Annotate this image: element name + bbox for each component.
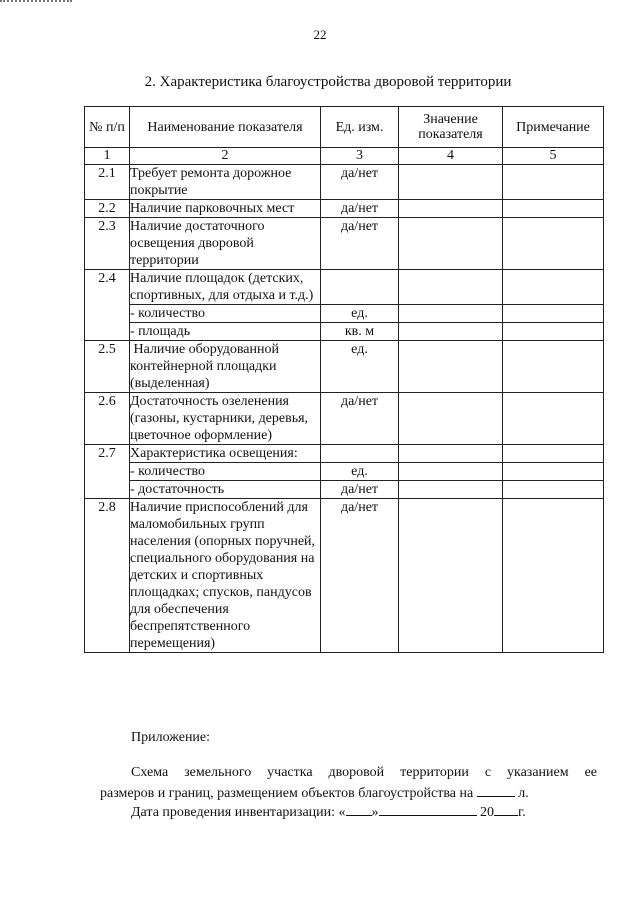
table-subrow: [85, 305, 604, 323]
table-header-row: [85, 107, 604, 148]
row-number: 2.4: [85, 270, 130, 341]
row-value-cell[interactable]: [399, 341, 503, 393]
row-indicator-name: Наличие оборудованной контейнерной площадки (выделенная): [130, 341, 321, 393]
row-unit: [321, 270, 399, 305]
row-value-cell[interactable]: [399, 200, 503, 218]
column-number: 1: [85, 148, 130, 165]
row-number: 2.8: [85, 499, 130, 653]
inventory-date-label: Дата проведения инвентаризации: «: [131, 805, 346, 820]
row-unit: кв. м: [321, 323, 399, 341]
row-unit: да/нет: [321, 499, 399, 653]
column-number: 2: [130, 148, 321, 165]
row-value-cell[interactable]: [399, 218, 503, 270]
row-note-cell[interactable]: [503, 499, 604, 653]
table-row: [85, 499, 604, 653]
row-value-cell[interactable]: [399, 445, 503, 463]
row-unit: [321, 445, 399, 463]
row-number: 2.2: [85, 200, 130, 218]
inventory-quote-close: »: [371, 805, 379, 820]
row-note-cell[interactable]: [503, 200, 604, 218]
row-indicator-name: Требует ремонта дорожное покрытие: [130, 165, 321, 200]
table-row: [85, 393, 604, 445]
inventory-year-prefix: 20: [480, 805, 495, 820]
row-indicator-name: Характеристика освещения:: [130, 445, 321, 463]
column-number: 3: [321, 148, 399, 165]
row-note-cell[interactable]: [503, 305, 604, 323]
scheme-text-suffix: л.: [518, 786, 529, 801]
row-value-cell[interactable]: [399, 270, 503, 305]
row-number: 2.7: [85, 445, 130, 499]
table-row: [85, 165, 604, 200]
header-number: № п/п: [85, 107, 130, 148]
inventory-year-suffix: г.: [518, 805, 526, 820]
row-value-cell[interactable]: [399, 463, 503, 481]
row-note-cell[interactable]: [503, 393, 604, 445]
row-unit: ед.: [321, 305, 399, 323]
row-note-cell[interactable]: [503, 445, 604, 463]
characteristics-table: [84, 106, 604, 653]
table-subrow: [85, 323, 604, 341]
row-note-cell[interactable]: [503, 270, 604, 305]
row-indicator-name: - достаточность: [130, 481, 321, 499]
row-note-cell[interactable]: [503, 165, 604, 200]
header-value: Значение показателя: [399, 107, 503, 148]
row-unit: да/нет: [321, 200, 399, 218]
scheme-text-line-2: [100, 783, 600, 802]
column-number: 5: [503, 148, 604, 165]
header-unit: Ед. изм.: [321, 107, 399, 148]
row-note-cell[interactable]: [503, 323, 604, 341]
section-title: 2. Характеристика благоустройства дворовой территории: [144, 74, 512, 90]
inventory-month-field[interactable]: [379, 802, 477, 816]
row-note-cell[interactable]: [503, 481, 604, 499]
header-note: Примечание: [503, 107, 604, 148]
row-number: 2.3: [85, 218, 130, 270]
appendix-label: Приложение:: [131, 730, 211, 745]
row-unit: да/нет: [321, 481, 399, 499]
row-value-cell[interactable]: [399, 393, 503, 445]
table-subrow: [85, 481, 604, 499]
row-indicator-name: Наличие достаточного освещения дворовой территории: [130, 218, 321, 270]
row-note-cell[interactable]: [503, 463, 604, 481]
row-unit: да/нет: [321, 165, 399, 200]
row-number: 2.1: [85, 165, 130, 200]
table-subrow: [85, 463, 604, 481]
header-indicator-name: Наименование показателя: [130, 107, 321, 148]
row-value-cell[interactable]: [399, 305, 503, 323]
row-indicator-name: - количество: [130, 305, 321, 323]
row-indicator-name: Наличие площадок (детских, спортивных, для отдыха и т.д.): [130, 270, 321, 305]
row-indicator-name: - площадь: [130, 323, 321, 341]
row-indicator-name: Наличие приспособлений для маломобильных групп населения (опорных поручней, специального оборудования на детских и спортивных площадках; спусков, пандусов для обеспечения беспрепятственного перемещения): [130, 499, 321, 653]
row-value-cell[interactable]: [399, 165, 503, 200]
row-unit: да/нет: [321, 218, 399, 270]
inventory-day-field[interactable]: [346, 802, 372, 816]
table-row: [85, 270, 604, 305]
row-value-cell[interactable]: [399, 499, 503, 653]
column-number: 4: [399, 148, 503, 165]
inventory-date-line: [131, 802, 631, 821]
row-unit: ед.: [321, 341, 399, 393]
inventory-year-field[interactable]: [494, 802, 518, 816]
row-indicator-name: Достаточность озеленения (газоны, кустарники, деревья, цветочное оформление): [130, 393, 321, 445]
table-row: [85, 218, 604, 270]
row-unit: ед.: [321, 463, 399, 481]
sheet-count-field[interactable]: [477, 783, 515, 797]
row-note-cell[interactable]: [503, 218, 604, 270]
scan-edge-mark: [0, 0, 72, 7]
scheme-text-prefix: размеров и границ, размещением объектов благоустройства на: [100, 786, 474, 801]
table-row: [85, 341, 604, 393]
scheme-text-line-1: Схема земельного участка дворовой территории с указанием ее: [131, 765, 597, 780]
row-unit: да/нет: [321, 393, 399, 445]
table-row: [85, 445, 604, 463]
row-indicator-name: Наличие парковочных мест: [130, 200, 321, 218]
row-number: 2.5: [85, 341, 130, 393]
row-value-cell[interactable]: [399, 481, 503, 499]
table-row: [85, 200, 604, 218]
row-number: 2.6: [85, 393, 130, 445]
column-number-row: [85, 148, 604, 165]
row-note-cell[interactable]: [503, 341, 604, 393]
row-value-cell[interactable]: [399, 323, 503, 341]
page-number: 22: [313, 27, 327, 42]
row-indicator-name: - количество: [130, 463, 321, 481]
